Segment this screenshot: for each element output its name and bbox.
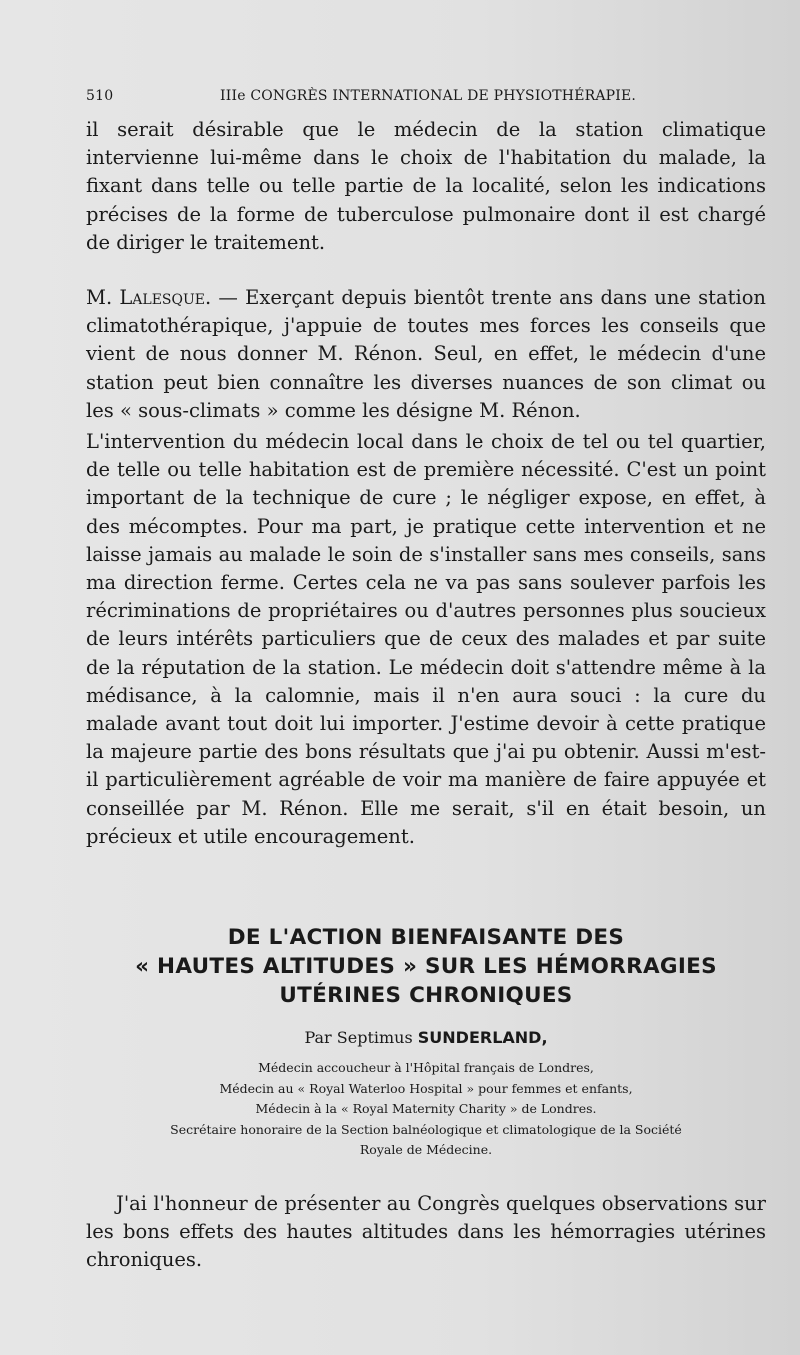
paragraph-lalesque — [86, 284, 766, 425]
section-title — [86, 923, 766, 1010]
byline-author: SUNDERLAND, — [417, 1028, 548, 1047]
page-header — [86, 84, 766, 110]
paragraph-text: L'intervention du médecin local dans le choix de tel ou tel quartier, de telle ou telle habitation est de première nécessité. C'est un point important de la technique de cure ; le négliger expose, en effet, à des mécomptes. Pour ma part, je pratique cette intervention et ne laisse jamais au malade le soin de s'installer sans mes conseils, sans ma direction ferme. Certes cela ne va pas sans soulever parfois les récriminations de propriétaires ou d'autres personnes plus soucieux de leurs intérêts particuliers que de ceux des malades et par suite de la réputation de la station. Le médecin doit s'attendre même à la médisance, à la calomnie, mais il n'en aura souci : la cure du malade avant tout doit lui importer. J'estime devoir à cette pratique la majeure partie des bons résultats que j'ai pu obtenir. Aussi m'est-il particulièrement agréable de voir ma manière de faire appuyée et conseillée par M. Rénon. Elle me serait, s'il en était besoin, un précieux et utile encouragement. — [86, 430, 766, 848]
paragraph-intervention — [86, 428, 766, 851]
paragraph-text: il serait désirable que le médecin de la station climatique intervienne lui-même dans le choix de l'habitation du malade, la fixant dans telle ou telle partie de la localité, selon les indications précises de la forme de tuberculose pulmonaire dont il est chargé de diriger le traitement. — [86, 118, 766, 254]
byline-prefix: Par Septimus — [304, 1028, 418, 1047]
author-affiliations — [86, 1058, 766, 1161]
byline — [86, 1027, 766, 1049]
affiliation-line: Médecin à la « Royal Maternity Charity » de Londres. — [255, 1101, 597, 1116]
speaker-text: — Exerçant depuis bientôt trente ans dans une station climatothérapique, j'appuie de toutes mes forces les conseils que vient de nous donner M. Rénon. Seul, en effet, le médecin d'une station peut bien connaître les diverses nuances de son climat ou les « sous-climats » comme les désigne M. Rénon. — [86, 286, 766, 422]
affiliation-line: Médecin accoucheur à l'Hôpital français de Londres, — [258, 1060, 594, 1075]
paragraph-continued — [86, 116, 766, 257]
affiliation-line: Secrétaire honoraire de la Section balnéologique et climatologique de la Société — [170, 1121, 682, 1137]
affiliation-line: Médecin au « Royal Waterloo Hospital » pour femmes et enfants, — [219, 1080, 633, 1096]
paragraph-intro — [86, 1190, 766, 1275]
running-title: IIIe CONGRÈS INTERNATIONAL DE PHYSIOTHÉRAPIE. — [220, 88, 637, 104]
section-title-line: DE L'ACTION BIENFAISANTE DES — [227, 925, 625, 950]
section-title-line: UTÉRINES CHRONIQUES — [279, 983, 573, 1008]
speaker-name: M. Lalesque. — [86, 286, 212, 309]
section-title-line: « HAUTES ALTITUDES » SUR LES HÉMORRAGIES — [135, 954, 717, 979]
paragraph-text: J'ai l'honneur de présenter au Congrès quelques observations sur les bons effets des hautes altitudes dans les hémorragies utérines chroniques. — [86, 1192, 766, 1272]
affiliation-line: Royale de Médecine. — [359, 1142, 493, 1157]
paragraph-text — [86, 284, 766, 425]
page-number: 510 — [86, 88, 114, 104]
